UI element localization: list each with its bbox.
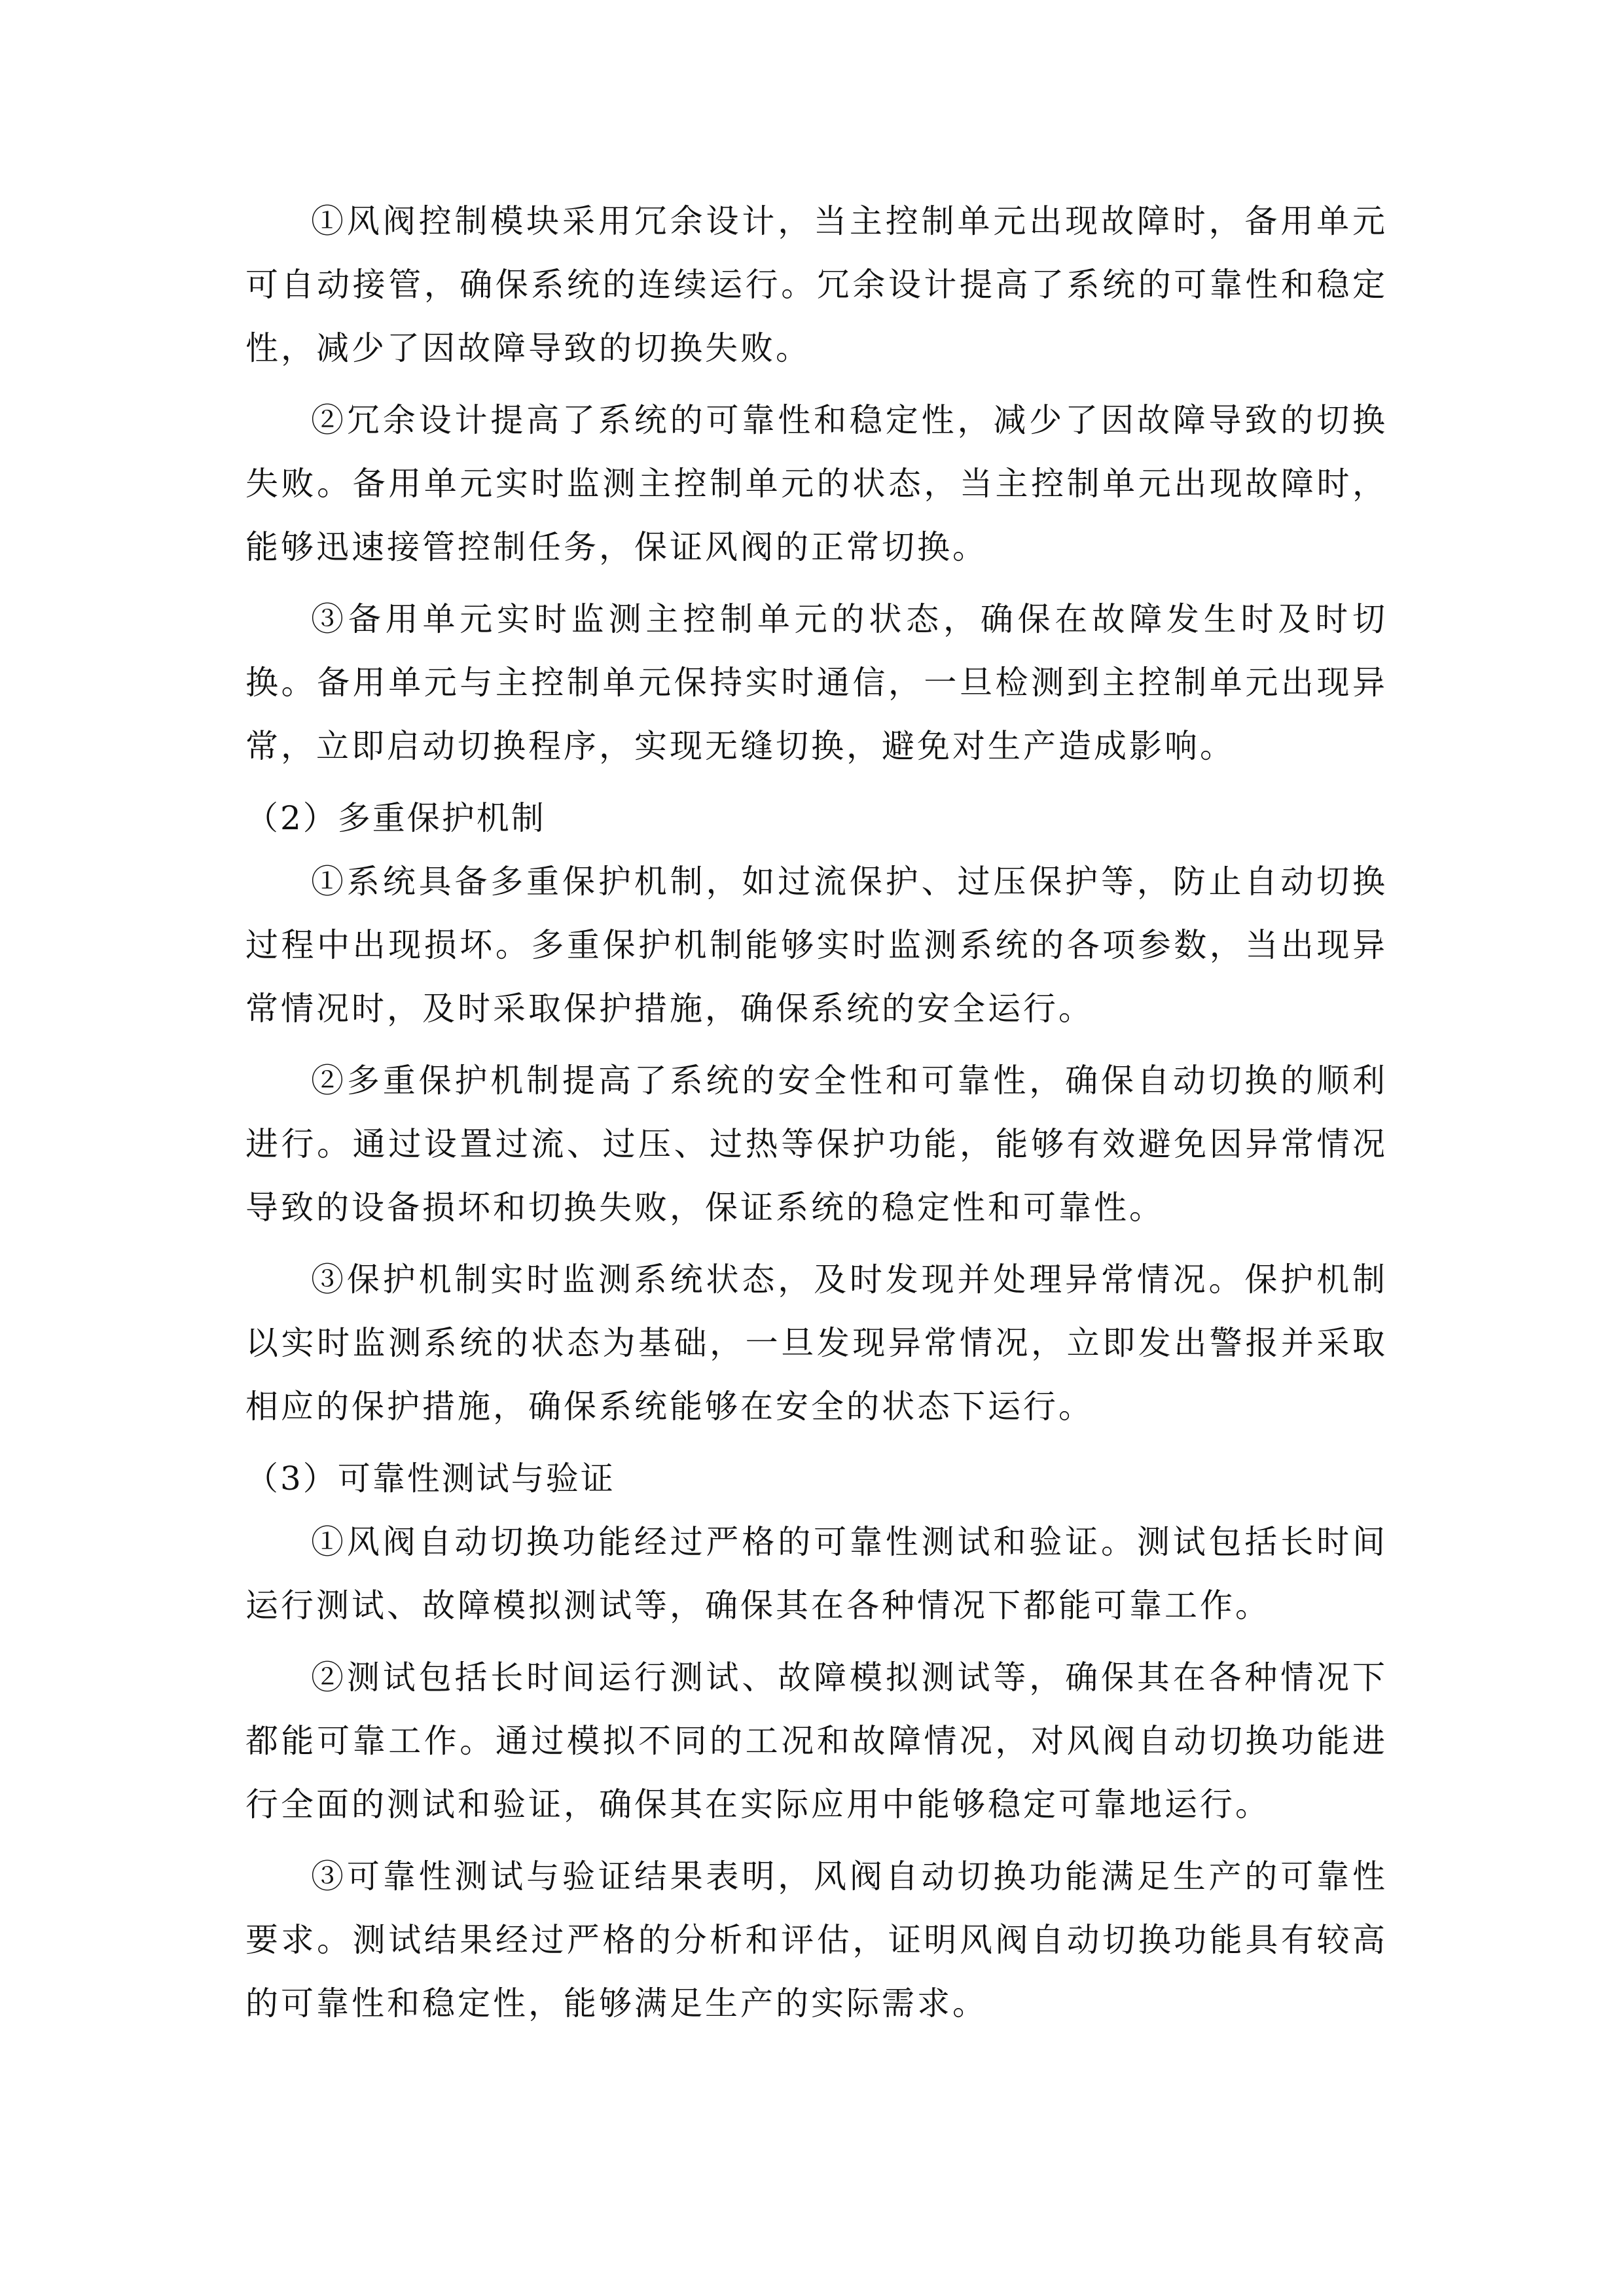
- section-heading: （3）可靠性测试与验证: [245, 1460, 615, 1498]
- paragraph: ①风阀自动切换功能经过严格的可靠性测试和验证。测试包括长时间运行测试、故障模拟测试等，确保其在各种情况下都能可靠工作。: [245, 1523, 1388, 1624]
- paragraph: ②冗余设计提高了系统的可靠性和稳定性，减少了因故障导致的切换失败。备用单元实时监测主控制单元的状态，当主控制单元出现故障时，能够迅速接管控制任务，保证风阀的正常切换。: [245, 401, 1388, 566]
- document-body: [245, 190, 1388, 2044]
- paragraph: ③备用单元实时监测主控制单元的状态，确保在故障发生时及时切换。备用单元与主控制单元保持实时通信，一旦检测到主控制单元出现异常，立即启动切换程序，实现无缝切换，避免对生产造成影响。: [245, 600, 1388, 765]
- paragraph: ③可靠性测试与验证结果表明，风阀自动切换功能满足生产的可靠性要求。测试结果经过严格的分析和评估，证明风阀自动切换功能具有较高的可靠性和稳定性，能够满足生产的实际需求。: [245, 1857, 1388, 2022]
- section-heading: （2）多重保护机制: [245, 799, 546, 837]
- paragraph: ②多重保护机制提高了系统的安全性和可靠性，确保自动切换的顺利进行。通过设置过流、过压、过热等保护功能，能够有效避免因异常情况导致的设备损坏和切换失败，保证系统的稳定性和可靠性。: [245, 1062, 1388, 1227]
- paragraph: ②测试包括长时间运行测试、故障模拟测试等，确保其在各种情况下都能可靠工作。通过模拟不同的工况和故障情况，对风阀自动切换功能进行全面的测试和验证，确保其在实际应用中能够稳定可靠地运行。: [245, 1659, 1388, 1823]
- section-redundancy: [245, 190, 1388, 778]
- section-testing: [245, 1447, 1388, 2036]
- paragraph: ③保护机制实时监测系统状态，及时发现并处理异常情况。保护机制以实时监测系统的状态为基础，一旦发现异常情况，立即发出警报并采取相应的保护措施，确保系统能够在安全的状态下运行。: [245, 1261, 1388, 1426]
- paragraph: ①风阀控制模块采用冗余设计，当主控制单元出现故障时，备用单元可自动接管，确保系统的连续运行。冗余设计提高了系统的可靠性和稳定性，减少了因故障导致的切换失败。: [245, 202, 1388, 367]
- section-protection: [245, 787, 1388, 1439]
- paragraph: ①系统具备多重保护机制，如过流保护、过压保护等，防止自动切换过程中出现损坏。多重保护机制能够实时监测系统的各项参数，当出现异常情况时，及时采取保护措施，确保系统的安全运行。: [245, 863, 1388, 1028]
